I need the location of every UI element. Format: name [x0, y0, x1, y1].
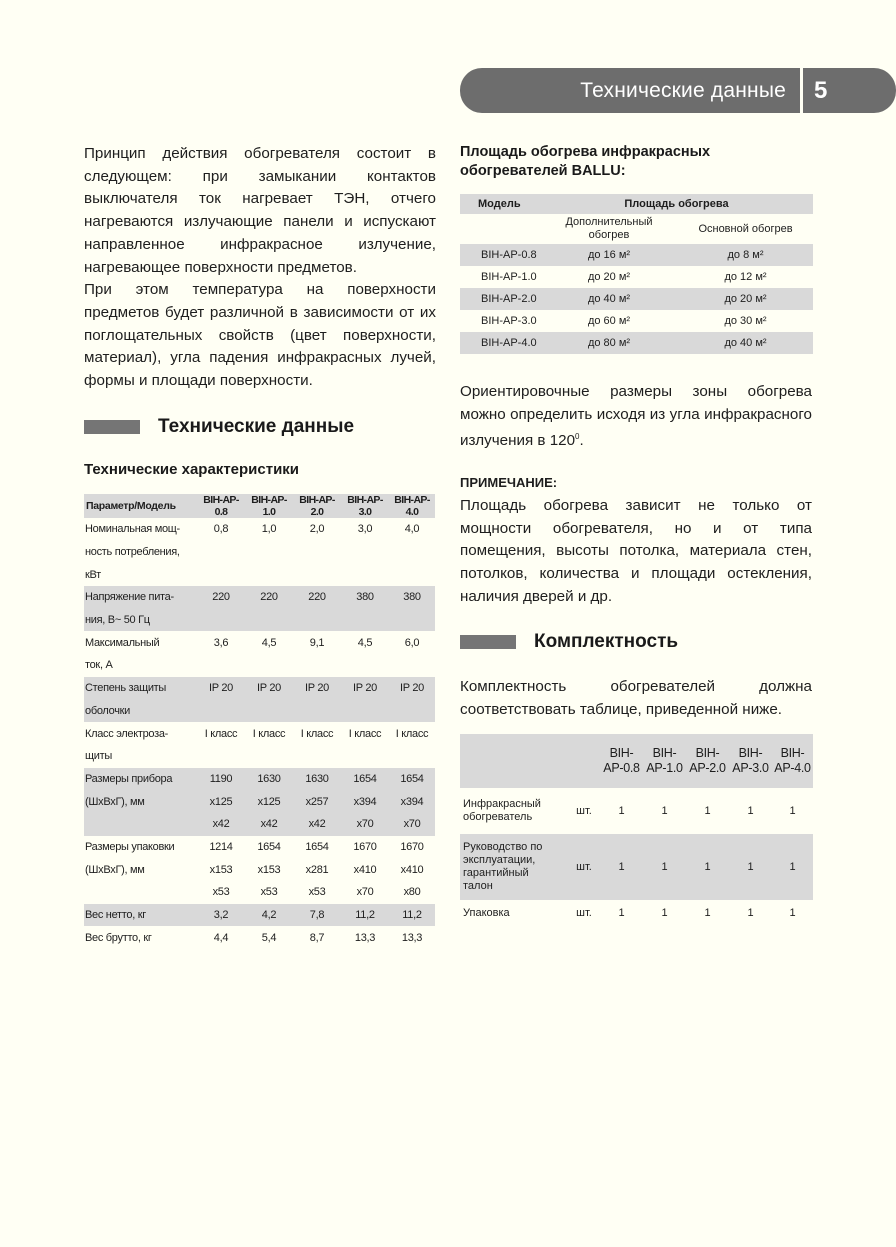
- note-title: ПРИМЕЧАНИЕ:: [460, 475, 558, 490]
- spec-value-cell: x153: [209, 863, 233, 876]
- spec-header-model: BIH-AP-0.8: [197, 494, 245, 518]
- area-table: [460, 194, 813, 354]
- area-model-cell: BIH-AP-3.0: [481, 315, 537, 327]
- spec-row: [84, 858, 435, 881]
- area-model-cell: BIH-AP-1.0: [481, 271, 537, 283]
- area-subheader-extra-2: обогрев: [588, 229, 630, 241]
- kit-unit-cell: шт.: [568, 834, 600, 900]
- spec-value-cell: 8,7: [309, 931, 325, 944]
- spec-value-cell: 0,8: [213, 523, 229, 536]
- spec-row: [84, 677, 435, 700]
- area-subheader-row: [460, 214, 813, 244]
- spec-value-cell: x80: [403, 886, 421, 899]
- spec-value-cell: 13,3: [354, 931, 376, 944]
- spec-param-cell: оболочки: [84, 700, 197, 723]
- kit-item-line: Инфракрасный: [463, 798, 541, 810]
- spec-row: [84, 586, 435, 609]
- area-extra-cell: до 16 м²: [540, 244, 678, 266]
- spec-row: [84, 722, 435, 745]
- kit-item-line: гарантийный: [463, 867, 529, 879]
- spec-value-cell: [389, 609, 435, 632]
- spec-value-cell: IP 20: [293, 677, 341, 700]
- spec-value-cell: 4,5: [357, 636, 373, 649]
- spec-row: [84, 631, 435, 654]
- spec-value-cell: 220: [293, 586, 341, 609]
- spec-value-cell: x125: [197, 790, 245, 813]
- kit-item-line: Руководство по: [463, 841, 543, 853]
- zone-text-end: .: [579, 432, 584, 450]
- spec-value-cell: [245, 745, 293, 768]
- spec-value-cell: 220: [197, 586, 245, 609]
- spec-param-cell: [84, 881, 197, 904]
- area-row: [460, 310, 813, 332]
- section-marker: [84, 420, 140, 434]
- spec-param-cell: Степень защиты: [84, 677, 197, 700]
- section-marker: [460, 635, 516, 649]
- spec-value-cell: x42: [245, 813, 293, 836]
- spec-value-cell: 1630: [293, 768, 341, 791]
- spec-value-cell: IP 20: [197, 677, 245, 700]
- spec-value-cell: 1214: [209, 840, 233, 853]
- spec-row: [84, 563, 435, 586]
- spec-value-cell: 1,0: [261, 523, 277, 536]
- spec-header-model: BIH-AP-1.0: [245, 494, 293, 518]
- kit-item-line: Упаковка: [463, 906, 510, 919]
- spec-row: [84, 609, 435, 632]
- page-number: 5: [814, 77, 828, 104]
- spec-value-cell: [389, 654, 435, 677]
- kit-table: [460, 734, 813, 926]
- tech-subtitle: Технические характеристики: [84, 461, 300, 478]
- spec-param-cell: Вес нетто, кг: [84, 904, 197, 927]
- kit-value-cell: 1: [600, 834, 643, 900]
- kit-row: [460, 834, 813, 900]
- spec-value-cell: [389, 745, 435, 768]
- area-main-cell: до 30 м²: [724, 315, 767, 327]
- spec-value-cell: x394: [389, 790, 435, 813]
- spec-value-cell: [293, 541, 341, 564]
- kit-value-cell: 1: [747, 907, 754, 919]
- area-subheader-empty: [460, 214, 540, 244]
- spec-value-cell: [389, 700, 435, 723]
- spec-value-cell: x281: [305, 863, 329, 876]
- kit-value-cell: 1: [686, 834, 729, 900]
- spec-table: [84, 494, 435, 949]
- spec-value-cell: [293, 563, 341, 586]
- spec-value-cell: [197, 563, 245, 586]
- kit-header-model: [772, 734, 813, 788]
- spec-value-cell: x410: [353, 863, 377, 876]
- area-extra-cell: до 80 м²: [540, 332, 678, 354]
- spec-row: [84, 700, 435, 723]
- area-title: [460, 143, 710, 181]
- area-model-cell: BIH-AP-2.0: [460, 288, 540, 310]
- spec-param-cell: [84, 813, 197, 836]
- header-title-bar: [460, 68, 800, 113]
- spec-value-cell: I класс: [300, 727, 334, 740]
- kit-section-title: Комплектность: [534, 631, 679, 652]
- spec-value-cell: x42: [293, 813, 341, 836]
- spec-value-cell: x70: [389, 813, 435, 836]
- spec-value-cell: [341, 700, 389, 723]
- spec-value-cell: I класс: [252, 727, 286, 740]
- kit-header-model-line: AP-4.0: [774, 761, 811, 775]
- spec-value-cell: [197, 609, 245, 632]
- spec-value-cell: 1190: [197, 768, 245, 791]
- spec-value-cell: [245, 609, 293, 632]
- spec-value-cell: [245, 541, 293, 564]
- spec-value-cell: x153: [257, 863, 281, 876]
- spec-value-cell: [293, 654, 341, 677]
- spec-value-cell: IP 20: [245, 677, 293, 700]
- spec-value-cell: [197, 654, 245, 677]
- spec-value-cell: [341, 745, 389, 768]
- spec-header-row: [84, 494, 435, 518]
- spec-value-cell: x53: [260, 886, 278, 899]
- spec-value-cell: 4,5: [261, 636, 277, 649]
- spec-value-cell: [341, 609, 389, 632]
- spec-param-cell: Класс электроза-: [85, 727, 169, 740]
- spec-value-cell: [245, 700, 293, 723]
- header-title: Технические данные: [580, 79, 786, 102]
- area-row: [460, 244, 813, 266]
- spec-row: [84, 926, 435, 949]
- kit-header-model-line: BIH-: [695, 746, 720, 760]
- kit-header-model-line: BIH-: [609, 746, 634, 760]
- spec-row: [84, 836, 435, 859]
- spec-value-cell: [197, 700, 245, 723]
- spec-param-cell: щиты: [85, 750, 112, 763]
- area-model-cell: BIH-AP-4.0: [460, 332, 540, 354]
- spec-value-cell: IP 20: [341, 677, 389, 700]
- spec-value-cell: x125: [245, 790, 293, 813]
- spec-param-cell: ность потребления,: [85, 546, 180, 559]
- tech-section-heading: [84, 416, 354, 438]
- kit-header-model-line: AP-3.0: [732, 761, 769, 775]
- kit-header-model-line: AP-2.0: [689, 761, 726, 775]
- spec-value-cell: I класс: [348, 727, 382, 740]
- spec-value-cell: 4,2: [245, 904, 293, 927]
- area-row: [460, 288, 813, 310]
- spec-value-cell: IP 20: [389, 677, 435, 700]
- kit-header-model-line: AP-1.0: [646, 761, 683, 775]
- kit-value-cell: 1: [729, 834, 772, 900]
- kit-item-line: талон: [463, 880, 493, 892]
- spec-value-cell: 380: [341, 586, 389, 609]
- area-model-cell: BIH-AP-0.8: [460, 244, 540, 266]
- spec-value-cell: x70: [356, 886, 374, 899]
- spec-value-cell: x257: [293, 790, 341, 813]
- kit-value-cell: 1: [618, 805, 625, 817]
- spec-param-cell: (ШхВхГ), мм: [84, 790, 197, 813]
- spec-value-cell: [341, 654, 389, 677]
- area-subheader-extra: [540, 214, 678, 244]
- spec-param-cell: ния, В~ 50 Гц: [84, 609, 197, 632]
- spec-value-cell: x53: [212, 886, 230, 899]
- spec-value-cell: 13,3: [401, 931, 423, 944]
- spec-row: [84, 768, 435, 791]
- spec-value-cell: 3,2: [197, 904, 245, 927]
- intro-text: [84, 143, 436, 393]
- spec-value-cell: 3,0: [357, 523, 373, 536]
- spec-header-model: BIH-AP-4.0: [389, 494, 435, 518]
- kit-item-cell: [460, 834, 568, 900]
- spec-param-cell: Напряжение пита-: [84, 586, 197, 609]
- tech-section-title: Технические данные: [158, 416, 355, 437]
- spec-row: [84, 790, 435, 813]
- kit-row: [460, 788, 813, 834]
- area-row: [460, 332, 813, 354]
- kit-item-cell: [460, 900, 568, 926]
- spec-value-cell: x410: [400, 863, 424, 876]
- spec-value-cell: 4,4: [213, 931, 229, 944]
- kit-value-cell: 1: [789, 805, 796, 817]
- kit-value-cell: 1: [661, 907, 668, 919]
- spec-param-cell: (ШхВхГ), мм: [85, 863, 145, 876]
- spec-param-cell: Максимальный: [85, 636, 160, 649]
- spec-row: [84, 745, 435, 768]
- spec-value-cell: [389, 541, 435, 564]
- kit-unit-cell: шт.: [576, 907, 592, 919]
- kit-value-cell: 1: [772, 834, 813, 900]
- spec-row: [84, 813, 435, 836]
- spec-value-cell: 1670: [400, 840, 424, 853]
- spec-header-param: Параметр/Модель: [84, 494, 197, 518]
- area-header-area: Площадь обогрева: [540, 194, 813, 214]
- kit-header-model-line: BIH-: [652, 746, 677, 760]
- spec-value-cell: [245, 563, 293, 586]
- spec-value-cell: 4,0: [404, 523, 420, 536]
- zone-text: [460, 381, 812, 453]
- area-title-line-1: Площадь обогрева инфракрасных: [460, 144, 711, 160]
- kit-header-model: [686, 734, 729, 788]
- spec-param-cell: Размеры прибора: [84, 768, 197, 791]
- spec-value-cell: 6,0: [404, 636, 420, 649]
- spec-value-cell: I класс: [204, 727, 238, 740]
- spec-value-cell: [341, 563, 389, 586]
- kit-header-model-line: BIH-: [780, 746, 805, 760]
- area-header-model: Модель: [460, 194, 540, 214]
- kit-value-cell: 1: [789, 907, 796, 919]
- spec-value-cell: 11,2: [341, 904, 389, 927]
- kit-item-cell: [460, 788, 568, 834]
- spec-value-cell: x42: [197, 813, 245, 836]
- spec-value-cell: 1630: [245, 768, 293, 791]
- spec-param-cell: кВт: [85, 568, 101, 581]
- area-extra-cell: до 20 м²: [587, 271, 631, 283]
- kit-text: Комплектность обогревателей должна соответствовать таблице, приведенной ниже.: [460, 678, 812, 718]
- kit-value-cell: 1: [704, 907, 711, 919]
- spec-value-cell: 220: [245, 586, 293, 609]
- spec-row: [84, 541, 435, 564]
- note-text: Площадь обогрева зависит не только от мощности обогревателя, но и от типа помещения, высоты потолка, материала стен, потолков, количества и площади остекления, наличия дверей и др.: [460, 497, 812, 605]
- area-main-cell: до 20 м²: [678, 288, 813, 310]
- kit-value-cell: 1: [643, 834, 686, 900]
- spec-param-cell: Номинальная мощ-: [85, 523, 180, 536]
- spec-value-cell: 1670: [353, 840, 377, 853]
- area-extra-cell: до 60 м²: [587, 315, 631, 327]
- kit-value-cell: 1: [747, 805, 754, 817]
- spec-value-cell: [293, 745, 341, 768]
- kit-item-line: эксплуатации,: [463, 854, 536, 866]
- kit-value-cell: 1: [704, 805, 711, 817]
- kit-header-model: [643, 734, 686, 788]
- area-row: [460, 266, 813, 288]
- spec-value-cell: 7,8: [293, 904, 341, 927]
- spec-value-cell: x394: [341, 790, 389, 813]
- spec-value-cell: 380: [389, 586, 435, 609]
- spec-value-cell: 3,6: [213, 636, 229, 649]
- spec-value-cell: 1654: [305, 840, 329, 853]
- kit-header-model: [600, 734, 643, 788]
- spec-value-cell: 1654: [341, 768, 389, 791]
- kit-header-item: [460, 734, 568, 788]
- spec-param-cell: ток, А: [85, 659, 113, 672]
- area-subheader-extra-1: Дополнительный: [565, 216, 653, 228]
- spec-value-cell: [293, 700, 341, 723]
- area-main-cell: до 12 м²: [724, 271, 767, 283]
- spec-row: [84, 904, 435, 927]
- area-header-row: [460, 194, 813, 214]
- area-main-cell: до 40 м²: [678, 332, 813, 354]
- spec-param-cell: Размеры упаковки: [85, 840, 175, 853]
- page-number-box: [803, 68, 896, 113]
- kit-header-row: [460, 734, 813, 788]
- zone-degree: 0: [575, 432, 580, 442]
- area-title-line-2: обогревателей BALLU:: [460, 163, 626, 179]
- spec-value-cell: 1654: [389, 768, 435, 791]
- spec-header-model: BIH-AP-3.0: [341, 494, 389, 518]
- spec-value-cell: [197, 745, 245, 768]
- kit-header-model-line: AP-0.8: [603, 761, 640, 775]
- spec-value-cell: x70: [341, 813, 389, 836]
- spec-value-cell: 11,2: [389, 904, 435, 927]
- area-main-cell: до 8 м²: [678, 244, 813, 266]
- spec-value-cell: [245, 654, 293, 677]
- spec-value-cell: [341, 541, 389, 564]
- kit-value-cell: 1: [661, 805, 668, 817]
- spec-value-cell: [293, 609, 341, 632]
- spec-value-cell: 5,4: [261, 931, 277, 944]
- spec-value-cell: x53: [308, 886, 326, 899]
- spec-row: [84, 654, 435, 677]
- spec-row: [84, 881, 435, 904]
- intro-paragraph-1: Принцип действия обогревателя состоит в следующем: при замыкании контактов выключателя ток нагревает ТЭН, отчего нагреваются излучающие панели и испускают направленное инфракрасное излучение, нагревающее поверхности предметов.: [84, 145, 436, 276]
- spec-row: [84, 518, 435, 541]
- kit-header-model: [729, 734, 772, 788]
- spec-value-cell: 1654: [257, 840, 281, 853]
- area-subheader-main: Основной обогрев: [698, 222, 793, 235]
- zone-text-body: Ориентировочные размеры зоны обогрева можно определить исходя из угла инфракрасного излучения в 120: [460, 383, 812, 450]
- spec-param-cell: Вес брутто, кг: [85, 931, 152, 944]
- kit-item-line: обогреватель: [463, 811, 533, 823]
- kit-value-cell: 1: [618, 907, 625, 919]
- kit-header-unit: [568, 734, 600, 788]
- area-extra-cell: до 40 м²: [540, 288, 678, 310]
- spec-value-cell: 2,0: [309, 523, 325, 536]
- kit-unit-cell: шт.: [576, 805, 592, 817]
- spec-value-cell: [197, 541, 245, 564]
- kit-section-heading: [460, 631, 678, 653]
- spec-value-cell: I класс: [395, 727, 429, 740]
- intro-paragraph-2: При этом температура на поверхности предметов будет различной в зависимости от их поглощательных свойств (цвет поверхности, материал), угла падения инфракрасных лучей, формы и площади поверхности.: [84, 281, 436, 390]
- spec-value-cell: 9,1: [309, 636, 325, 649]
- kit-row: [460, 900, 813, 926]
- spec-header-model: BIH-AP-2.0: [293, 494, 341, 518]
- spec-value-cell: [389, 563, 435, 586]
- kit-header-model-line: BIH-: [738, 746, 763, 760]
